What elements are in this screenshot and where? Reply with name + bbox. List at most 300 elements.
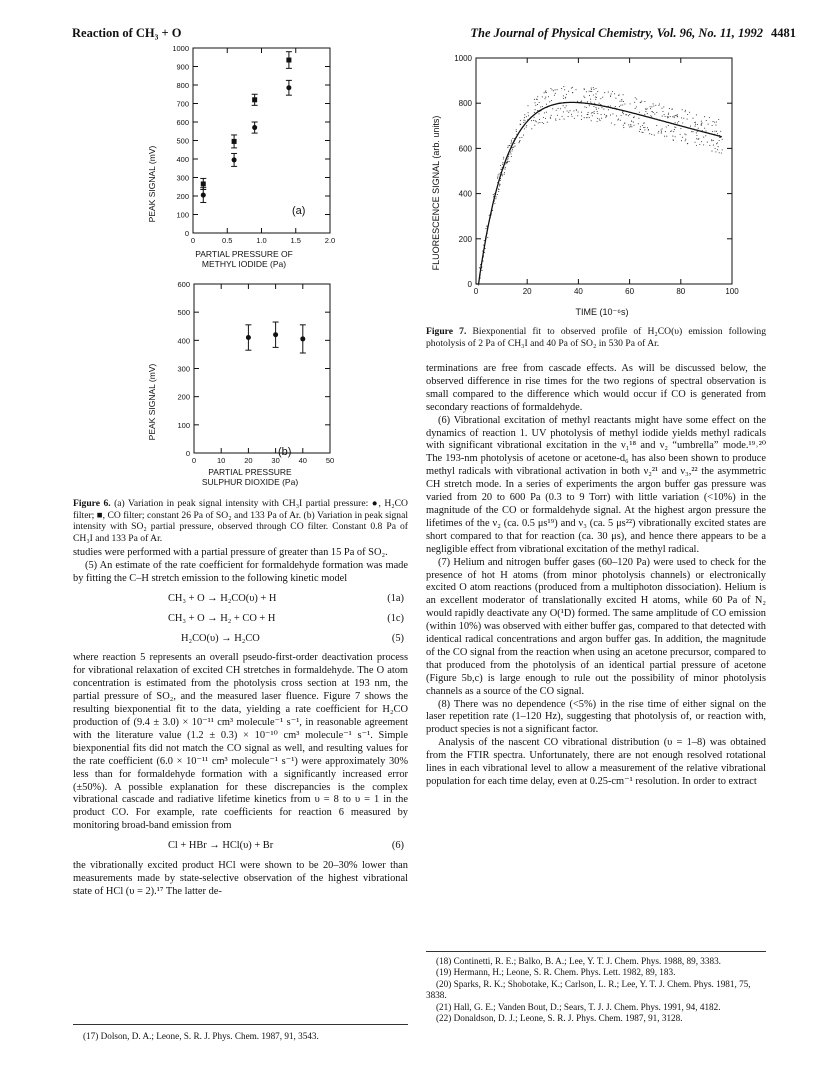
- data-dot: [589, 91, 590, 92]
- data-dot: [499, 173, 500, 174]
- x-tick-label: 20: [244, 456, 253, 465]
- data-dot: [682, 109, 683, 110]
- equation-1a: [73, 593, 408, 606]
- data-dot: [677, 114, 678, 115]
- data-dot: [543, 123, 544, 124]
- data-dot: [694, 142, 695, 143]
- data-point: [286, 80, 292, 95]
- data-dot: [644, 122, 645, 123]
- data-dot: [719, 140, 720, 141]
- data-dot: [705, 135, 706, 136]
- data-dot: [719, 152, 720, 153]
- data-dot: [502, 162, 503, 163]
- data-dot: [666, 126, 667, 127]
- data-dot: [708, 124, 709, 125]
- data-dot: [571, 114, 572, 115]
- data-dot: [575, 89, 576, 90]
- data-dot: [610, 95, 611, 96]
- data-dot: [549, 101, 550, 102]
- x-axis-label-line1: PARTIAL PRESSURE OF: [195, 249, 293, 259]
- data-dot: [619, 94, 620, 95]
- y-tick-label: 800: [458, 99, 472, 109]
- equation-number: (1c): [387, 612, 404, 624]
- running-header-title: Reaction of CH₃ + O: [72, 26, 182, 40]
- data-dot: [661, 108, 662, 109]
- data-dot: [527, 105, 528, 106]
- data-dot: [523, 120, 524, 121]
- data-dot: [595, 99, 596, 100]
- data-dot: [536, 121, 537, 122]
- data-dot: [612, 113, 613, 114]
- data-dot: [623, 94, 624, 95]
- point-marker-circle: [286, 85, 291, 90]
- data-dot: [709, 145, 710, 146]
- data-dot: [550, 117, 551, 118]
- data-dot: [573, 110, 574, 111]
- data-dot: [653, 112, 654, 113]
- y-axis-label: FLUORESCENCE SIGNAL (arb. units): [431, 115, 441, 271]
- data-dot: [525, 120, 526, 121]
- data-dot: [614, 93, 615, 94]
- data-dot: [524, 114, 525, 115]
- data-dot: [673, 140, 674, 141]
- paragraph: terminations are free from cascade effects. As will be discussed below, the observed difference in rise times for the two regions of spectral observation is small compared to the difference which would occur if CO is generated from secondary reactions of formaldehyde.: [426, 363, 766, 413]
- data-dot: [656, 112, 657, 113]
- data-dot: [650, 108, 651, 109]
- data-dot: [630, 103, 631, 104]
- data-dot: [658, 132, 659, 133]
- data-dot: [564, 119, 565, 120]
- data-dot: [668, 117, 669, 118]
- data-dot: [696, 132, 697, 133]
- data-dot: [590, 102, 591, 103]
- data-dot: [629, 127, 630, 128]
- x-tick-label: 10: [217, 456, 226, 465]
- data-dot: [587, 114, 588, 115]
- data-dot: [650, 106, 651, 107]
- data-dot: [701, 124, 702, 125]
- y-tick-label: 100: [176, 210, 189, 220]
- data-dot: [593, 106, 594, 107]
- x-tick-label: 50: [325, 456, 335, 465]
- data-dot: [647, 108, 648, 109]
- data-dot: [544, 98, 545, 99]
- y-tick-label: 500: [177, 308, 190, 318]
- data-dot: [611, 122, 612, 123]
- data-dot: [640, 126, 641, 127]
- point-marker-square: [252, 97, 257, 102]
- data-dot: [619, 106, 620, 107]
- data-dot: [587, 101, 588, 102]
- data-dot: [537, 104, 538, 105]
- data-dot: [567, 110, 568, 111]
- y-tick-label: 200: [176, 192, 189, 201]
- data-dot: [722, 139, 723, 140]
- data-point: [252, 122, 258, 133]
- x-tick-label: 0: [190, 236, 196, 245]
- data-dot: [566, 105, 567, 106]
- data-dot: [716, 143, 717, 144]
- data-dot: [542, 122, 543, 123]
- data-dot: [503, 157, 504, 158]
- data-dot: [633, 122, 634, 123]
- data-dot: [711, 139, 712, 140]
- data-dot: [571, 116, 572, 117]
- data-dot: [678, 121, 679, 122]
- data-dot: [557, 89, 558, 90]
- data-dot: [591, 120, 592, 121]
- caption-text: (a) Variation in peak signal intensity with CH₃I partial pressure: ●, H₂CO filter; ■, CO filter; constant 26 Pa of SO₂ and 133 Pa of Ar. (b) Variation in peak signal intensity with SO₂ partial pressure, observed through CO filter. Constant 0.8 Pa of CH₃I and 133 Pa of Ar.: [73, 498, 408, 544]
- panel-label: (a): [292, 205, 306, 217]
- data-dot: [511, 141, 512, 142]
- data-dot: [640, 129, 641, 130]
- figure-7-chart: [422, 48, 772, 328]
- data-dot: [620, 120, 621, 121]
- reference-17: (17) Dolson, D. A.; Leone, S. R. J. Phys. Chem. 1987, 91, 3543.: [83, 1031, 319, 1041]
- data-dot: [673, 131, 674, 132]
- data-dot: [538, 113, 539, 114]
- data-dot: [526, 125, 527, 126]
- x-tick-label: 2.0: [324, 236, 336, 245]
- data-dot: [645, 111, 646, 112]
- data-dot: [497, 176, 498, 177]
- data-dot: [545, 118, 546, 119]
- data-dot: [555, 89, 556, 90]
- data-dot: [650, 115, 651, 116]
- y-tick-label: 600: [176, 118, 189, 127]
- data-dot: [555, 120, 556, 121]
- data-dot: [604, 92, 605, 93]
- data-dot: [685, 139, 686, 140]
- x-tick-label: 40: [298, 456, 307, 465]
- y-tick-label: 700: [176, 99, 189, 109]
- data-dot: [500, 169, 501, 170]
- data-dot: [664, 114, 665, 115]
- data-dot: [639, 131, 640, 132]
- y-tick-label: 600: [177, 280, 190, 289]
- data-dot: [717, 142, 718, 143]
- data-dot: [496, 196, 497, 197]
- data-dot: [505, 167, 506, 168]
- data-dot: [593, 94, 594, 95]
- data-dot: [662, 128, 663, 129]
- paragraph: studies were performed with a partial pressure of greater than 15 Pa of SO₂.: [73, 547, 388, 558]
- data-dot: [511, 150, 512, 151]
- y-tick-label: 0: [184, 229, 189, 238]
- data-point: [231, 135, 237, 148]
- data-dot: [661, 131, 662, 132]
- data-dot: [584, 117, 585, 118]
- data-dot: [641, 101, 642, 102]
- data-dot: [651, 106, 652, 107]
- data-dot: [489, 215, 490, 216]
- data-dot: [500, 180, 501, 181]
- y-tick-label: 0: [185, 449, 190, 458]
- data-dot: [636, 106, 637, 107]
- data-dot: [535, 109, 536, 110]
- equation-number: (5): [391, 632, 404, 644]
- data-dot: [641, 132, 642, 133]
- data-dot: [481, 270, 482, 271]
- reference-18: (18) Continetti, R. E.; Balko, B. A.; Lee, Y. T. J. Chem. Phys. 1988, 89, 3383.: [436, 956, 721, 966]
- data-dot: [502, 164, 503, 165]
- data-dot: [528, 115, 529, 116]
- data-dot: [623, 125, 624, 126]
- data-dot: [635, 97, 636, 98]
- data-dot: [554, 95, 555, 96]
- data-dot: [651, 134, 652, 135]
- data-dot: [680, 134, 681, 135]
- y-tick-label: 1000: [172, 44, 189, 53]
- figure-6a-chart: [140, 44, 340, 284]
- data-dot: [642, 132, 643, 133]
- data-dot: [511, 140, 512, 141]
- data-dot: [610, 115, 611, 116]
- data-dot: [507, 159, 508, 160]
- data-dot: [597, 91, 598, 92]
- data-dot: [703, 137, 704, 138]
- data-dot: [623, 101, 624, 102]
- data-dot: [623, 113, 624, 114]
- data-dot: [620, 105, 621, 106]
- data-dot: [638, 123, 639, 124]
- data-dot: [590, 99, 591, 100]
- data-dot: [555, 118, 556, 119]
- data-dot: [507, 161, 508, 162]
- data-dot: [538, 122, 539, 123]
- caption-label: Figure 6.: [73, 498, 111, 509]
- data-dot: [531, 128, 532, 129]
- data-dot: [684, 133, 685, 134]
- data-dot: [611, 93, 612, 94]
- data-dot: [631, 120, 632, 121]
- data-dot: [717, 133, 718, 134]
- data-dot: [624, 103, 625, 104]
- data-dot: [601, 114, 602, 115]
- data-dot: [590, 91, 591, 92]
- data-dot: [535, 120, 536, 121]
- data-dot: [623, 127, 624, 128]
- data-dot: [617, 119, 618, 120]
- plot-frame: [193, 48, 330, 233]
- data-dot: [504, 174, 505, 175]
- data-dot: [568, 91, 569, 92]
- data-dot: [694, 122, 695, 123]
- data-dot: [503, 158, 504, 159]
- data-dot: [603, 109, 604, 110]
- data-dot: [559, 119, 560, 120]
- data-dot: [524, 117, 525, 118]
- data-dot: [654, 114, 655, 115]
- data-dot: [619, 101, 620, 102]
- data-dot: [718, 146, 719, 147]
- data-dot: [550, 88, 551, 89]
- data-dot: [634, 102, 635, 103]
- data-dot: [589, 105, 590, 106]
- data-dot: [545, 90, 546, 91]
- data-dot: [629, 114, 630, 115]
- data-point: [300, 325, 306, 353]
- data-dot: [639, 112, 640, 113]
- data-dot: [709, 117, 710, 118]
- y-tick-label: 1000: [454, 54, 472, 63]
- data-dot: [698, 139, 699, 140]
- data-dot: [597, 113, 598, 114]
- data-dot: [659, 103, 660, 104]
- data-dot: [644, 129, 645, 130]
- data-dot: [675, 127, 676, 128]
- x-tick-label: 60: [625, 287, 635, 296]
- data-dot: [608, 109, 609, 110]
- data-dot: [506, 163, 507, 164]
- data-dot: [599, 119, 600, 120]
- y-tick-label: 300: [176, 173, 189, 183]
- data-dot: [523, 122, 524, 123]
- data-dot: [536, 99, 537, 100]
- y-tick-label: 300: [177, 364, 190, 374]
- data-dot: [534, 112, 535, 113]
- footnote-rule-right: [426, 951, 766, 952]
- data-dot: [703, 144, 704, 145]
- data-dot: [542, 106, 543, 107]
- data-dot: [687, 119, 688, 120]
- data-dot: [616, 115, 617, 116]
- equation-body: CH₃ + O → H₂ + CO + H: [168, 612, 276, 624]
- data-dot: [658, 105, 659, 106]
- data-dot: [502, 175, 503, 176]
- data-dot: [672, 108, 673, 109]
- data-dot: [685, 134, 686, 135]
- data-dot: [534, 102, 535, 103]
- data-dot: [677, 122, 678, 123]
- data-dot: [589, 95, 590, 96]
- data-dot: [516, 131, 517, 132]
- data-dot: [692, 131, 693, 132]
- data-dot: [606, 116, 607, 117]
- data-dot: [642, 125, 643, 126]
- data-dot: [674, 117, 675, 118]
- data-dot: [681, 140, 682, 141]
- data-dot: [671, 130, 672, 131]
- data-dot: [704, 128, 705, 129]
- data-dot: [528, 112, 529, 113]
- data-dot: [588, 112, 589, 113]
- data-dot: [563, 105, 564, 106]
- data-dot: [504, 172, 505, 173]
- data-dot: [483, 245, 484, 246]
- x-axis-label-line1: PARTIAL PRESSURE: [208, 467, 292, 477]
- data-dot: [512, 138, 513, 139]
- data-dot: [682, 122, 683, 123]
- data-dot: [721, 152, 722, 153]
- data-dot: [668, 125, 669, 126]
- data-dot: [601, 118, 602, 119]
- y-tick-label: 500: [176, 136, 189, 146]
- data-dot: [661, 130, 662, 131]
- data-dot: [615, 98, 616, 99]
- data-dot: [592, 115, 593, 116]
- paragraph: (6) Vibrational excitation of methyl reactants might have some effect on the dynamics of reaction 1. UV photolysis of methyl iodide yields methyl radicals with significant vibrational excitation in the ν₁¹⁸ and ν₂ “umbrella” mode.¹⁹˒²⁰ The 193-nm photolysis of acetone or acetone-d₆ has also been shown to produce methyl radicals with vibrational activation in both ν₂²¹ and ν₃,²² the asymmetric CH stretch mode. In a series of experiments the argon buffer gas pressure was varied from 20 to 600 Pa (0.3 to 9 Torr) with little variation (<10%) in the magnitude of the CO or formaldehyde signal. At the highest argon pressure the lifetimes of the ν₂ (ca. 0.5 μs¹⁹) and ν₃ (ca. 5 μs²²) vibrationally excited states are short compared to that for reaction (ca. 30 μs), and hence there appears to be a negligible effect from vibrational excitation of the methyl radical.: [426, 414, 766, 555]
- data-dot: [625, 114, 626, 115]
- data-dot: [696, 145, 697, 146]
- data-dot: [635, 108, 636, 109]
- data-dot: [551, 89, 552, 90]
- data-dot: [595, 88, 596, 89]
- x-tick-label: 1.0: [256, 236, 267, 245]
- data-dot: [643, 127, 644, 128]
- data-dot: [594, 111, 595, 112]
- data-dot: [669, 108, 670, 109]
- data-dot: [696, 135, 697, 136]
- data-dot: [672, 136, 673, 137]
- references-left: [73, 1031, 408, 1042]
- data-dot: [664, 136, 665, 137]
- data-dot: [670, 131, 671, 132]
- data-dot: [630, 124, 631, 125]
- data-dot: [499, 185, 500, 186]
- data-dot: [485, 228, 486, 229]
- data-dot: [569, 110, 570, 111]
- data-point: [273, 322, 279, 347]
- equation-5: [73, 633, 408, 646]
- data-dot: [566, 94, 567, 95]
- data-dot: [695, 124, 696, 125]
- data-dot: [704, 116, 705, 117]
- data-dot: [644, 101, 645, 102]
- data-dot: [696, 114, 697, 115]
- y-axis-label: PEAK SIGNAL (mV): [147, 363, 157, 441]
- data-dot: [647, 127, 648, 128]
- data-dot: [598, 108, 599, 109]
- data-dot: [577, 101, 578, 102]
- data-dot: [655, 105, 656, 106]
- data-dot: [672, 116, 673, 117]
- data-dot: [628, 124, 629, 125]
- data-dot: [514, 143, 515, 144]
- data-point: [252, 94, 258, 105]
- caption-label: Figure 7.: [426, 326, 467, 337]
- panel-label: (b): [278, 446, 292, 458]
- data-dot: [513, 146, 514, 147]
- data-dot: [589, 117, 590, 118]
- data-dot: [676, 115, 677, 116]
- data-dot: [551, 115, 552, 116]
- data-dot: [580, 101, 581, 102]
- data-dot: [558, 108, 559, 109]
- data-dot: [667, 116, 668, 117]
- data-dot: [484, 252, 485, 253]
- data-dot: [593, 87, 594, 88]
- x-axis-label-line2: METHYL IODIDE (Pa): [201, 259, 287, 269]
- data-dot: [574, 118, 575, 119]
- data-dot: [568, 112, 569, 113]
- data-dot: [539, 119, 540, 120]
- caption-text: Biexponential fit to observed profile of H₂CO(υ) emission following photolysis of 2 Pa of CH₃I and 40 Pa of SO₂ in 530 Pa of Ar.: [426, 326, 766, 349]
- data-dot: [591, 91, 592, 92]
- paragraph: where reaction 5 represents an overall pseudo-first-order deactivation process for vibrational relaxation of excited CH stretches in formaldehyde. The O atom concentration is estimated from the photolysis cross section at 193 nm, the partial pressure of SO₂, and the measured laser fluence. Figure 7 shows the resulting biexponential fit to the data, yielding a rate coefficient for H₂CO production of (9.4 ± 3.0) × 10⁻¹¹ cm³ molecule⁻¹ s⁻¹, in reasonable agreement with the literature value (1.2 ± 0.3) × 10⁻¹⁰ cm³ molecule⁻¹ s⁻¹. Simple biexponential fits did not match the CO signal as well, and resulting values for the rate coefficient (6.0 × 10⁻¹¹ cm³ molecule⁻¹ s⁻¹) were approximately 30% less than for formaldehyde formation with a significantly increased error (±50%). A possible explanation for these discrepancies is the complex vibrational cascade and radiative lifetime kinetics from υ = 8 to υ = 1 in the product CO. For example, rate coefficients for reaction 6 measured by monitoring broad-band emission from: [73, 652, 408, 832]
- data-dot: [520, 124, 521, 125]
- data-scatter: [478, 86, 723, 285]
- equation-number: (6): [391, 840, 404, 852]
- equation-body: H₂CO(υ) → H₂CO: [181, 632, 260, 644]
- data-dot: [653, 105, 654, 106]
- data-dot: [674, 116, 675, 117]
- data-dot: [689, 112, 690, 113]
- data-dot: [695, 126, 696, 127]
- data-dot: [665, 116, 666, 117]
- data-dot: [670, 116, 671, 117]
- data-dot: [545, 97, 546, 98]
